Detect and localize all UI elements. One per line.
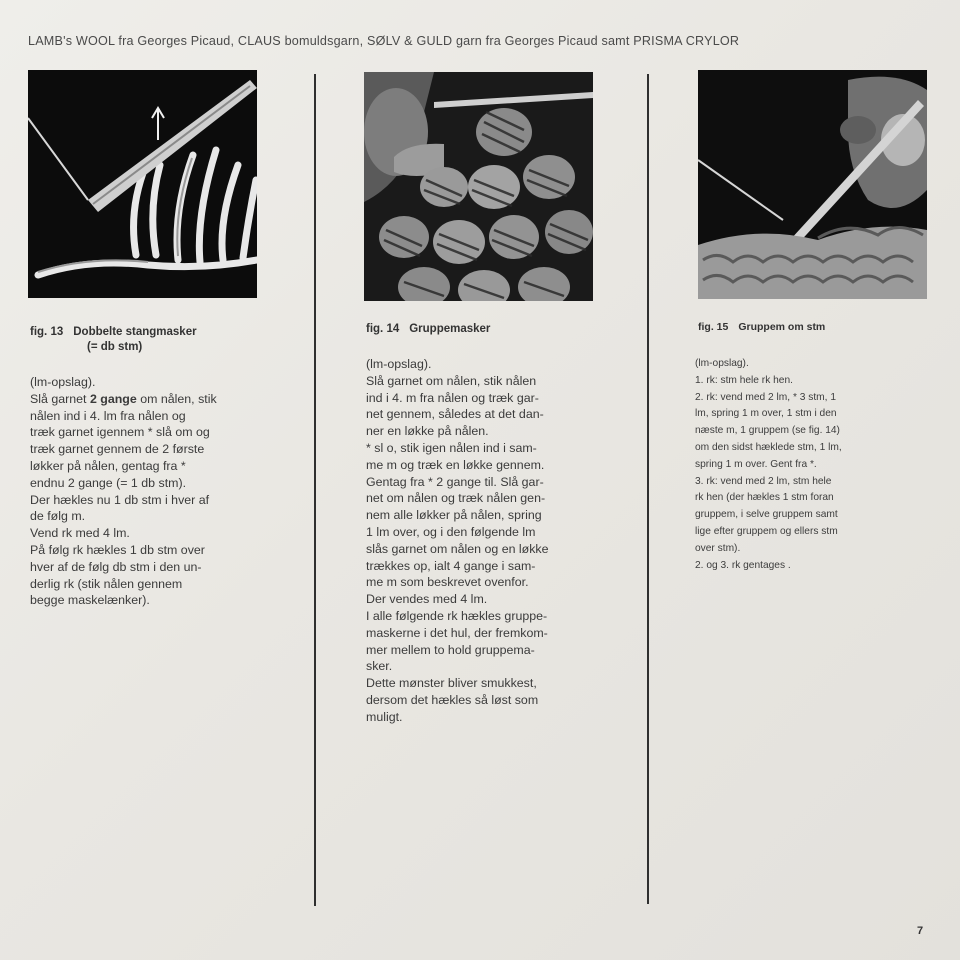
instruction-line: næste m, 1 gruppem (se fig. 14) — [695, 425, 840, 437]
instruction-line: om den sidst hæklede stm, 1 lm, — [695, 441, 842, 453]
instruction-line: mer mellem to hold gruppema- — [366, 642, 535, 657]
instruction-line: Dette mønster bliver smukkest, — [366, 676, 537, 691]
instruction-line: I alle følgende rk hækles gruppe- — [366, 608, 548, 623]
fig-15-number: fig. 15 — [698, 321, 729, 333]
instruction-line: * sl o, stik igen nålen ind i sam- — [366, 440, 537, 455]
fig-14-title: Gruppemasker — [409, 323, 491, 335]
instruction-line: endnu 2 gange (= 1 db stm). — [30, 475, 187, 490]
instruction-line: spring 1 m over. Gent fra *. — [695, 458, 817, 470]
instruction-line: me m og træk en løkke gennem. — [366, 457, 545, 472]
instruction-line: dersom det hækles så løst som — [366, 692, 539, 707]
instruction-line: løkker på nålen, gentag fra * — [30, 458, 186, 473]
fig-13-caption — [30, 325, 270, 355]
instruction-line: Gentag fra * 2 gange til. Slå gar- — [366, 474, 544, 489]
page-number: 7 — [917, 925, 924, 937]
instruction-line: Slå garnet om nålen, stik nålen — [366, 373, 537, 388]
instruction-line: trækkes op, ialt 4 gange i sam- — [366, 558, 536, 573]
instruction-line: (lm-opslag). — [30, 375, 96, 389]
instruction-line: 1 lm over, og i den følgende lm — [366, 524, 536, 539]
instruction-line: ind i 4. m fra nålen og træk gar- — [366, 390, 539, 405]
fig-15-photo — [698, 70, 927, 299]
instruction-line: net om nålen og træk nålen gen- — [366, 491, 546, 506]
column-divider-2 — [647, 74, 649, 904]
fig-15-caption — [698, 320, 938, 335]
instruction-line: maskerne i det hul, der fremkom- — [366, 625, 548, 640]
instruction-line: net gennem, således at det dan- — [366, 407, 544, 422]
instruction-line: træk garnet igennem * slå om og — [30, 425, 210, 440]
instruction-line: træk garnet gennem de 2 første — [30, 442, 205, 457]
instruction-line: de følg m. — [30, 509, 86, 524]
fig-13-subtitle: (= db stm) — [87, 341, 143, 353]
instruction-line: sker. — [366, 659, 393, 674]
instruction-line: derlig rk (stik nålen gennem — [30, 576, 183, 591]
instruction-line: muligt. — [366, 709, 403, 724]
instruction-line: lm, spring 1 m over, 1 stm i den — [695, 408, 837, 420]
instruction-line: slås garnet om nålen og en løkke — [366, 541, 549, 556]
page-header: LAMB's WOOL fra Georges Picaud, CLAUS bomuldsgarn, SØLV & GULD garn fra Georges Picaud samt PRISMA CRYLOR — [28, 34, 740, 48]
instruction-line: Der vendes med 4 lm. — [366, 592, 488, 607]
instruction-line: 2. og 3. rk gentages . — [695, 559, 791, 571]
instruction-line: over stm). — [695, 542, 741, 554]
fig-15-instructions — [695, 356, 935, 574]
instruction-line: lige efter gruppem og ellers stm — [695, 525, 838, 537]
fig-14-photo — [364, 72, 593, 301]
instruction-line: nålen ind i 4. lm fra nålen og — [30, 408, 186, 423]
instruction-line: (lm-opslag). — [366, 357, 432, 371]
instruction-line: På følg rk hækles 1 db stm over — [30, 542, 205, 557]
instruction-line: rk hen (der hækles 1 stm foran — [695, 492, 834, 504]
fig-13-number: fig. 13 — [30, 326, 64, 338]
fig-13-instructions — [30, 374, 275, 609]
instruction-line: me m som beskrevet ovenfor. — [366, 575, 529, 590]
instruction-line: 3. rk: vend med 2 lm, stm hele — [695, 475, 832, 487]
column-divider-1 — [314, 74, 316, 906]
fig-13-title: Dobbelte stangmasker — [73, 326, 197, 338]
instruction-line: begge maskelænker). — [30, 593, 150, 608]
instruction-line: Slå garnet 2 gange om nålen, stik — [30, 391, 217, 406]
instruction-line: gruppem, i selve gruppem samt — [695, 509, 838, 521]
fig-14-caption — [366, 322, 606, 337]
fig-15-title: Gruppem om stm — [738, 321, 826, 333]
instruction-line: 1. rk: stm hele rk hen. — [695, 374, 793, 386]
fig-14-instructions — [366, 356, 611, 726]
instruction-line: ner en løkke på nålen. — [366, 424, 489, 439]
instruction-line: 2. rk: vend med 2 lm, * 3 stm, 1 — [695, 391, 836, 403]
instruction-line: Der hækles nu 1 db stm i hver af — [30, 492, 210, 507]
instruction-line: hver af de følg db stm i den un- — [30, 559, 202, 574]
fig-14-number: fig. 14 — [366, 323, 400, 335]
instruction-line: nem alle løkker på nålen, spring — [366, 508, 542, 523]
fig-13-photo — [28, 70, 257, 298]
instruction-line: (lm-opslag). — [695, 358, 749, 369]
instruction-line: Vend rk med 4 lm. — [30, 526, 130, 541]
